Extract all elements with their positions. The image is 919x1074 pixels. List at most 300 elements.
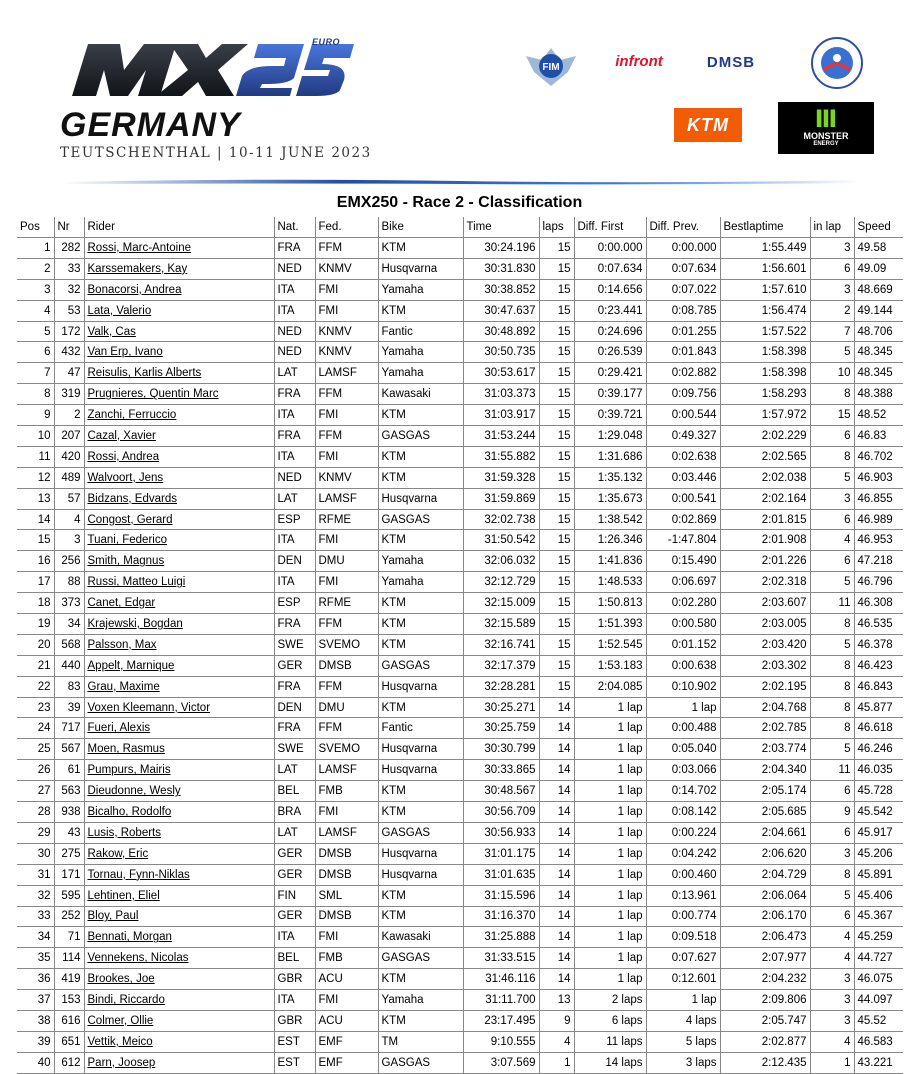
cell-diff-first: 1 lap [574,885,646,906]
cell-nat: GER [274,864,315,885]
cell-fed: KNMV [315,467,378,488]
cell-rider[interactable]: Lehtinen, Eliel [84,885,274,906]
cell-diff-first: 1:48.533 [574,572,646,593]
cell-bestlaptime: 2:05.685 [720,802,810,823]
table-row [17,593,903,614]
cell-diff-first: 1:38.542 [574,509,646,530]
cell-time: 30:31.830 [463,258,539,279]
cell-nat: FRA [274,426,315,447]
cell-diff-prev: 0:08.785 [646,300,720,321]
cell-rider[interactable]: Van Erp, Ivano [84,342,274,363]
cell-bike: KTM [378,906,463,927]
cell-time: 31:03.373 [463,384,539,405]
cell-rider[interactable]: Palsson, Max [84,634,274,655]
cell-in-lap: 6 [810,426,854,447]
cell-rider[interactable]: Krajewski, Bogdan [84,614,274,635]
cell-speed: 46.423 [854,655,903,676]
cell-diff-prev: 0:01.843 [646,342,720,363]
cell-speed: 46.075 [854,969,903,990]
cell-pos: 8 [17,384,54,405]
cell-fed: EMF [315,1031,378,1052]
cell-pos: 16 [17,551,54,572]
cell-in-lap: 8 [810,676,854,697]
cell-speed: 46.618 [854,718,903,739]
cell-nat: ITA [274,530,315,551]
cell-rider[interactable]: Bindi, Riccardo [84,990,274,1011]
cell-diff-prev: 0:00.638 [646,655,720,676]
cell-diff-first: 1 lap [574,927,646,948]
cell-bike: GASGAS [378,822,463,843]
cell-pos: 3 [17,279,54,300]
cell-bestlaptime: 1:58.293 [720,384,810,405]
cell-time: 30:24.196 [463,238,539,259]
dmsb-logo: DMSB [706,53,756,71]
cell-bike: KTM [378,614,463,635]
cell-rider[interactable]: Zanchi, Ferruccio [84,405,274,426]
cell-speed: 46.953 [854,530,903,551]
page-header [0,0,919,190]
cell-time: 3:07.569 [463,1052,539,1073]
cell-fed: FMI [315,446,378,467]
cell-speed: 46.535 [854,614,903,635]
cell-pos: 30 [17,843,54,864]
cell-bike: Yamaha [378,990,463,1011]
table-row [17,927,903,948]
cell-pos: 34 [17,927,54,948]
cell-diff-prev: 0:15.490 [646,551,720,572]
cell-fed: FMI [315,572,378,593]
cell-diff-first: 1:41.836 [574,551,646,572]
table-row [17,551,903,572]
cell-fed: RFME [315,509,378,530]
cell-nr: 2 [54,405,84,426]
cell-fed: FMI [315,279,378,300]
cell-rider[interactable]: Reisulis, Karlis Alberts [84,363,274,384]
cell-pos: 20 [17,634,54,655]
cell-speed: 45.367 [854,906,903,927]
table-row [17,969,903,990]
cell-bestlaptime: 2:04.232 [720,969,810,990]
cell-nat: GBR [274,969,315,990]
event-country: GERMANY [60,106,241,144]
cell-diff-prev: 3 laps [646,1052,720,1073]
table-row [17,530,903,551]
cell-diff-first: 1:52.545 [574,634,646,655]
cell-nr: 567 [54,739,84,760]
cell-pos: 25 [17,739,54,760]
table-row [17,781,903,802]
table-row [17,300,903,321]
cell-bestlaptime: 2:06.473 [720,927,810,948]
cell-diff-prev: -1:47.804 [646,530,720,551]
cell-speed: 46.843 [854,676,903,697]
cell-bestlaptime: 2:03.607 [720,593,810,614]
cell-rider[interactable]: Rakow, Eric [84,843,274,864]
cell-bike: GASGAS [378,1052,463,1073]
classification-table [17,217,903,1074]
cell-bike: KTM [378,446,463,467]
cell-fed: DMU [315,697,378,718]
cell-rider[interactable]: Bidzans, Edvards [84,488,274,509]
table-row [17,405,903,426]
cell-diff-first: 1:35.673 [574,488,646,509]
cell-diff-prev: 0:00.488 [646,718,720,739]
cell-diff-first: 0:24.696 [574,321,646,342]
cell-speed: 46.903 [854,467,903,488]
cell-nr: 153 [54,990,84,1011]
cell-in-lap: 6 [810,509,854,530]
cell-laps: 15 [539,509,574,530]
cell-nr: 717 [54,718,84,739]
cell-laps: 14 [539,760,574,781]
table-row [17,258,903,279]
header-stripe-divider [60,176,860,186]
cell-rider[interactable]: Lusis, Roberts [84,822,274,843]
cell-bike: KTM [378,467,463,488]
column-header-in-lap: in lap [810,217,854,238]
cell-diff-first: 0:07.634 [574,258,646,279]
table-row [17,446,903,467]
table-row [17,906,903,927]
cell-fed: FMI [315,405,378,426]
cell-laps: 15 [539,321,574,342]
cell-time: 30:48.567 [463,781,539,802]
cell-in-lap: 5 [810,885,854,906]
cell-diff-prev: 0:13.961 [646,885,720,906]
cell-in-lap: 4 [810,1031,854,1052]
cell-bestlaptime: 1:56.474 [720,300,810,321]
cell-diff-first: 0:39.721 [574,405,646,426]
cell-laps: 15 [539,593,574,614]
cell-fed: FFM [315,426,378,447]
cell-bike: KTM [378,1010,463,1031]
cell-nat: SWE [274,634,315,655]
cell-speed: 45.406 [854,885,903,906]
table-row [17,321,903,342]
table-row [17,843,903,864]
cell-in-lap: 4 [810,530,854,551]
cell-bestlaptime: 2:03.005 [720,614,810,635]
cell-rider[interactable]: Tornau, Fynn-Niklas [84,864,274,885]
cell-rider[interactable]: Karssemakers, Kay [84,258,274,279]
cell-bike: Kawasaki [378,927,463,948]
table-row [17,342,903,363]
cell-time: 31:46.116 [463,969,539,990]
cell-fed: FMI [315,990,378,1011]
cell-rider[interactable]: Walvoort, Jens [84,467,274,488]
cell-speed: 44.097 [854,990,903,1011]
cell-laps: 14 [539,969,574,990]
cell-diff-prev: 0:07.022 [646,279,720,300]
table-row [17,718,903,739]
cell-speed: 49.144 [854,300,903,321]
cell-speed: 46.583 [854,1031,903,1052]
cell-time: 32:16.741 [463,634,539,655]
cell-speed: 48.52 [854,405,903,426]
cell-pos: 14 [17,509,54,530]
monster-claw-icon: Ⅲ [814,106,838,133]
table-row [17,634,903,655]
cell-bestlaptime: 2:02.229 [720,426,810,447]
cell-diff-first: 1 lap [574,802,646,823]
cell-rider[interactable]: Pumpurs, Mairis [84,760,274,781]
cell-speed: 45.52 [854,1010,903,1031]
cell-in-lap: 3 [810,843,854,864]
cell-bestlaptime: 2:01.908 [720,530,810,551]
cell-laps: 15 [539,405,574,426]
cell-speed: 48.345 [854,363,903,384]
cell-rider[interactable]: Vettik, Meico [84,1031,274,1052]
cell-rider[interactable]: Russi, Matteo Luigi [84,572,274,593]
cell-rider[interactable]: Rossi, Marc-Antoine [84,238,274,259]
cell-laps: 14 [539,802,574,823]
cell-diff-first: 1:35.132 [574,467,646,488]
cell-diff-prev: 0:12.601 [646,969,720,990]
cell-fed: SML [315,885,378,906]
table-row [17,384,903,405]
cell-in-lap: 8 [810,864,854,885]
column-header-diff-prev: Diff. Prev. [646,217,720,238]
cell-nat: LAT [274,822,315,843]
table-row [17,572,903,593]
cell-diff-first: 1:51.393 [574,614,646,635]
table-row [17,363,903,384]
cell-bike: Fantic [378,718,463,739]
cell-diff-first: 14 laps [574,1052,646,1073]
cell-diff-first: 0:23.441 [574,300,646,321]
cell-bike: Yamaha [378,363,463,384]
cell-speed: 48.706 [854,321,903,342]
cell-laps: 4 [539,1031,574,1052]
cell-speed: 49.58 [854,238,903,259]
cell-rider[interactable]: Moen, Rasmus [84,739,274,760]
cell-rider[interactable]: Fueri, Alexis [84,718,274,739]
cell-nat: ITA [274,405,315,426]
cell-diff-prev: 0:10.902 [646,676,720,697]
cell-laps: 14 [539,948,574,969]
table-row [17,676,903,697]
logo-euro-text: EURO [312,37,341,47]
column-header-nr: Nr [54,217,84,238]
cell-in-lap: 4 [810,927,854,948]
cell-time: 31:25.888 [463,927,539,948]
table-header-row [17,217,903,238]
cell-bestlaptime: 2:04.768 [720,697,810,718]
fim-logo-icon [524,42,578,92]
cell-bike: KTM [378,885,463,906]
cell-rider[interactable]: Valk, Cas [84,321,274,342]
cell-nat: NED [274,467,315,488]
cell-bestlaptime: 2:05.747 [720,1010,810,1031]
cell-bike: KTM [378,238,463,259]
cell-rider[interactable]: Rossi, Andrea [84,446,274,467]
cell-pos: 39 [17,1031,54,1052]
cell-time: 31:03.917 [463,405,539,426]
cell-diff-prev: 0:00.000 [646,238,720,259]
cell-bestlaptime: 2:03.420 [720,634,810,655]
cell-diff-prev: 0:00.580 [646,614,720,635]
cell-pos: 31 [17,864,54,885]
cell-rider[interactable]: Bloy, Paul [84,906,274,927]
cell-pos: 21 [17,655,54,676]
cell-rider[interactable]: Cazal, Xavier [84,426,274,447]
cell-fed: DMSB [315,906,378,927]
cell-diff-first: 2 laps [574,990,646,1011]
cell-diff-first: 1:50.813 [574,593,646,614]
cell-time: 30:56.933 [463,822,539,843]
cell-in-lap: 1 [810,1052,854,1073]
cell-in-lap: 4 [810,948,854,969]
cell-rider[interactable]: Colmer, Ollie [84,1010,274,1031]
cell-nr: 33 [54,258,84,279]
cell-pos: 4 [17,300,54,321]
cell-in-lap: 8 [810,384,854,405]
cell-bestlaptime: 1:57.972 [720,405,810,426]
cell-speed: 46.702 [854,446,903,467]
cell-in-lap: 8 [810,697,854,718]
cell-rider[interactable]: Dieudonne, Wesly [84,781,274,802]
cell-diff-first: 1:26.346 [574,530,646,551]
cell-in-lap: 15 [810,405,854,426]
cell-pos: 19 [17,614,54,635]
cell-diff-prev: 1 lap [646,697,720,718]
cell-time: 31:33.515 [463,948,539,969]
table-row [17,885,903,906]
cell-bike: KTM [378,300,463,321]
cell-rider[interactable]: Grau, Maxime [84,676,274,697]
cell-nr: 616 [54,1010,84,1031]
cell-speed: 45.877 [854,697,903,718]
cell-rider[interactable]: Parn, Joosep [84,1052,274,1073]
cell-diff-prev: 5 laps [646,1031,720,1052]
cell-pos: 15 [17,530,54,551]
cell-pos: 12 [17,467,54,488]
cell-bike: Husqvarna [378,676,463,697]
cell-nr: 207 [54,426,84,447]
table-row [17,802,903,823]
cell-pos: 33 [17,906,54,927]
cell-bestlaptime: 2:03.774 [720,739,810,760]
cell-time: 32:17.379 [463,655,539,676]
cell-laps: 14 [539,718,574,739]
cell-rider[interactable]: Brookes, Joe [84,969,274,990]
cell-laps: 15 [539,384,574,405]
cell-speed: 46.855 [854,488,903,509]
cell-laps: 14 [539,906,574,927]
table-row [17,509,903,530]
cell-speed: 45.206 [854,843,903,864]
cell-time: 31:15.596 [463,885,539,906]
cell-speed: 45.917 [854,822,903,843]
cell-speed: 43.221 [854,1052,903,1073]
cell-diff-first: 1 lap [574,969,646,990]
cell-pos: 18 [17,593,54,614]
cell-fed: SVEMO [315,739,378,760]
cell-rider[interactable]: Prugnieres, Quentin Marc [84,384,274,405]
cell-nat: FIN [274,885,315,906]
cell-in-lap: 11 [810,760,854,781]
cell-speed: 46.308 [854,593,903,614]
cell-time: 30:25.759 [463,718,539,739]
cell-diff-first: 0:26.539 [574,342,646,363]
cell-rider[interactable]: Vennekens, Nicolas [84,948,274,969]
cell-laps: 14 [539,697,574,718]
cell-rider[interactable]: Bennati, Morgan [84,927,274,948]
cell-in-lap: 5 [810,467,854,488]
cell-pos: 17 [17,572,54,593]
cell-bike: Husqvarna [378,864,463,885]
cell-laps: 15 [539,279,574,300]
cell-diff-prev: 0:09.518 [646,927,720,948]
cell-rider[interactable]: Tuani, Federico [84,530,274,551]
cell-rider[interactable]: Voxen Kleemann, Victor [84,697,274,718]
cell-nat: GER [274,906,315,927]
cell-fed: FMI [315,300,378,321]
cell-bestlaptime: 2:05.174 [720,781,810,802]
cell-diff-prev: 0:00.460 [646,864,720,885]
cell-rider[interactable]: Bicalho, Rodolfo [84,802,274,823]
cell-bike: Husqvarna [378,843,463,864]
cell-nr: 61 [54,760,84,781]
cell-diff-first: 1 lap [574,739,646,760]
cell-bestlaptime: 2:06.064 [720,885,810,906]
cell-rider[interactable]: Smith, Magnus [84,551,274,572]
cell-diff-prev: 0:05.040 [646,739,720,760]
cell-time: 32:28.281 [463,676,539,697]
cell-bestlaptime: 1:58.398 [720,363,810,384]
cell-diff-prev: 0:00.544 [646,405,720,426]
cell-pos: 5 [17,321,54,342]
cell-diff-first: 1:29.048 [574,426,646,447]
table-row [17,1010,903,1031]
cell-fed: FFM [315,718,378,739]
cell-nr: 440 [54,655,84,676]
cell-nat: ESP [274,509,315,530]
cell-time: 30:33.865 [463,760,539,781]
cell-diff-first: 0:29.421 [574,363,646,384]
cell-nr: 319 [54,384,84,405]
cell-rider[interactable]: Lata, Valerio [84,300,274,321]
cell-in-lap: 8 [810,446,854,467]
cell-diff-prev: 1 lap [646,990,720,1011]
column-header-bike: Bike [378,217,463,238]
cell-bike: KTM [378,593,463,614]
cell-laps: 15 [539,363,574,384]
cell-nat: GBR [274,1010,315,1031]
table-row [17,655,903,676]
cell-bestlaptime: 2:02.164 [720,488,810,509]
cell-rider[interactable]: Canet, Edgar [84,593,274,614]
cell-rider[interactable]: Appelt, Marnique [84,655,274,676]
cell-laps: 14 [539,739,574,760]
cell-nr: 563 [54,781,84,802]
cell-fed: KNMV [315,321,378,342]
cell-diff-prev: 0:01.152 [646,634,720,655]
cell-rider[interactable]: Congost, Gerard [84,509,274,530]
cell-nr: 4 [54,509,84,530]
cell-rider[interactable]: Bonacorsi, Andrea [84,279,274,300]
cell-diff-first: 1 lap [574,906,646,927]
cell-speed: 46.989 [854,509,903,530]
cell-nat: GER [274,843,315,864]
club-seal-icon [810,36,864,90]
cell-time: 32:12.729 [463,572,539,593]
cell-fed: EMF [315,1052,378,1073]
cell-laps: 15 [539,676,574,697]
cell-nr: 373 [54,593,84,614]
cell-bestlaptime: 2:04.661 [720,822,810,843]
cell-pos: 11 [17,446,54,467]
